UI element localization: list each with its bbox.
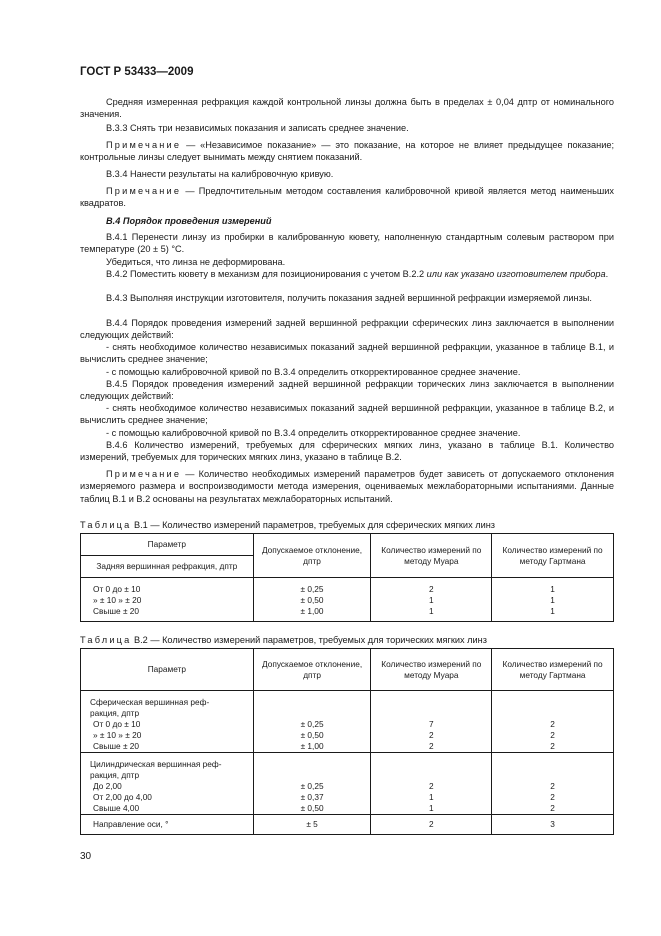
note <box>80 468 614 505</box>
row-hartmann: 2 <box>550 719 555 729</box>
caption-label: Таблица <box>80 520 132 530</box>
paragraph: Средняя измеренная рефракция каждой контрольной линзы должна быть в пределах ± 0,04 дптр от номинального значения. <box>80 97 614 120</box>
paragraph: В.3.4 Нанести результаты на калибровочную кривую. <box>106 169 334 179</box>
row-moire: 2 <box>429 730 434 740</box>
table-cell <box>492 691 614 753</box>
table-cell <box>492 753 614 815</box>
table-cell <box>253 578 371 622</box>
row-param: » ± 10 » ± 20 <box>93 595 142 605</box>
row-tol: ± 1,00 <box>300 606 324 616</box>
note <box>80 185 614 210</box>
row-hartmann: 2 <box>550 792 555 802</box>
list-item: - снять необходимое количество независимых показаний задней вершинной рефракции, указанное в таблице В.1, и вычислить среднее значение; <box>80 342 614 365</box>
group-title: Цилиндрическая вершинная реф- <box>90 759 222 769</box>
text: . <box>605 269 609 279</box>
row-tol: ± 0,25 <box>300 719 324 729</box>
paragraph <box>80 268 614 280</box>
row-param: Свыше 4,00 <box>93 803 140 813</box>
group-title: ракция, дптр <box>90 770 140 780</box>
row-moire: 1 <box>429 803 434 813</box>
table-cell: 3 <box>492 815 614 835</box>
row-tol: ± 0,25 <box>300 584 324 594</box>
row-moire: 2 <box>429 781 434 791</box>
note-text: — «Независимое показание» — это показание, на которое не влияет предыдущее показание; контрольные линзы следует вынимать между снятием показаний. <box>80 140 614 163</box>
list-item: - снять необходимое количество независимых показаний задней вершинной рефракции, указанное в таблице В.2, и вычислить среднее значение; <box>80 403 614 426</box>
note <box>80 139 614 164</box>
row-hartmann: 2 <box>550 741 555 751</box>
table-b2 <box>80 648 614 835</box>
table-caption <box>80 634 620 646</box>
paragraph: В.4.1 Перенести линзу из пробирки в калиброванную кювету, наполненную стандартным солевым раствором при температуре (20 ± 5) °С. <box>80 232 614 255</box>
text-italic: или как указано изготовителем прибора <box>426 269 606 279</box>
table-b1 <box>80 533 614 622</box>
header-cell: Допускаемое отклонение, дптр <box>253 649 371 691</box>
paragraph: В.4.4 Порядок проведения измерений задней вершинной рефракции сферических линз заключается в выполнении следующих действий: <box>80 318 614 341</box>
row-hartmann: 2 <box>550 781 555 791</box>
table-cell <box>492 578 614 622</box>
table-cell <box>371 753 492 815</box>
caption-text: В.1 — Количество измерений параметров, требуемых для сферических мягких линз <box>131 520 495 530</box>
row-hartmann: 1 <box>550 606 555 616</box>
group-title: Сферическая вершинная реф- <box>90 697 210 707</box>
list-item: - с помощью калибровочной кривой по В.3.4 определить откорректированное среднее значение. <box>106 367 521 377</box>
header-cell: Задняя вершинная рефракция, дптр <box>81 556 254 578</box>
row-hartmann: 2 <box>550 803 555 813</box>
row-param: От 0 до ± 10 <box>93 719 141 729</box>
table-caption <box>80 519 620 531</box>
group-title: ракция, дптр <box>90 708 140 718</box>
row-tol: ± 0,50 <box>300 730 324 740</box>
row-moire: 1 <box>429 595 434 605</box>
table-cell <box>253 753 371 815</box>
paragraph: В.4.5 Порядок проведения измерений задней вершинной рефракции торических линз заключается в выполнении следующих действий: <box>80 379 614 402</box>
header-cell: Параметр <box>81 649 254 691</box>
caption-text: В.2 — Количество измерений параметров, требуемых для торических мягких линз <box>131 635 487 645</box>
row-tol: ± 0,50 <box>300 803 324 813</box>
table-cell: Направление оси, ° <box>81 815 254 835</box>
note-label: Примечание <box>106 140 182 150</box>
row-param: От 0 до ± 10 <box>93 584 141 594</box>
table-cell <box>253 691 371 753</box>
text: В.4.2 Поместить кювету в механизм для позиционирования с учетом В.2.2 <box>106 269 427 279</box>
table-cell <box>81 578 254 622</box>
row-moire: 2 <box>429 584 434 594</box>
row-tol: ± 1,00 <box>300 741 324 751</box>
paragraph: В.4.3 Выполняя инструкции изготовителя, получить показания задней вершинной рефракции измеряемой линзы. <box>106 293 592 303</box>
row-param: От 2,00 до 4,00 <box>93 792 152 802</box>
row-param: Свыше ± 20 <box>93 606 140 616</box>
row-moire: 7 <box>429 719 434 729</box>
caption-label: Таблица <box>80 635 132 645</box>
table-cell <box>81 753 254 815</box>
note-text: — Количество необходимых измерений параметров будет зависеть от допускаемого отклонения измеряемого размера и воспроизводимости метода измерения, оцениваемых межлабораторными испытаниями. Данные таблиц В.1 и В.2 основаны на результатах межлабораторных испытаний. <box>80 469 614 504</box>
header-cell: Параметр <box>81 534 254 556</box>
paragraph: В.3.3 Снять три независимых показания и записать среднее значение. <box>106 123 409 133</box>
note-text: — Предпочтительным методом составления калибровочной кривой является метод наименьших квадратов. <box>80 186 614 209</box>
table-cell: ± 5 <box>253 815 371 835</box>
paragraph: Убедиться, что линза не деформирована. <box>106 257 286 267</box>
row-hartmann: 2 <box>550 730 555 740</box>
note-label: Примечание <box>106 186 182 196</box>
table-cell <box>371 578 492 622</box>
section-heading: В.4 Порядок проведения измерений <box>106 216 272 226</box>
row-tol: ± 0,50 <box>300 595 324 605</box>
row-hartmann: 1 <box>550 584 555 594</box>
table-cell <box>371 691 492 753</box>
row-param: Свыше ± 20 <box>93 741 140 751</box>
row-moire: 2 <box>429 741 434 751</box>
row-hartmann: 1 <box>550 595 555 605</box>
list-item: - с помощью калибровочной кривой по В.3.4 определить откорректированное среднее значение. <box>106 428 521 438</box>
table-cell: 2 <box>371 815 492 835</box>
row-moire: 1 <box>429 792 434 802</box>
header-cell: Количество измерений по методу Муара <box>371 534 492 578</box>
header-cell: Количество измерений по методу Гартмана <box>492 649 614 691</box>
note-label: Примечание <box>106 469 182 479</box>
row-tol: ± 0,25 <box>300 781 324 791</box>
header-cell: Допускаемое отклонение, дптр <box>253 534 371 578</box>
page-number: 30 <box>80 851 92 862</box>
row-param: До 2,00 <box>93 781 122 791</box>
header-cell: Количество измерений по методу Гартмана <box>492 534 614 578</box>
paragraph: В.4.6 Количество измерений, требуемых для сферических мягких линз, указано в таблице В.1. Количество измерений, требуемых для торических мягких линз, указано в таблице В.2. <box>80 440 614 463</box>
document-header: ГОСТ Р 53433—2009 <box>80 66 194 78</box>
row-moire: 1 <box>429 606 434 616</box>
header-cell: Количество измерений по методу Муара <box>371 649 492 691</box>
row-tol: ± 0,37 <box>300 792 324 802</box>
table-cell <box>81 691 254 753</box>
row-param: » ± 10 » ± 20 <box>93 730 142 740</box>
